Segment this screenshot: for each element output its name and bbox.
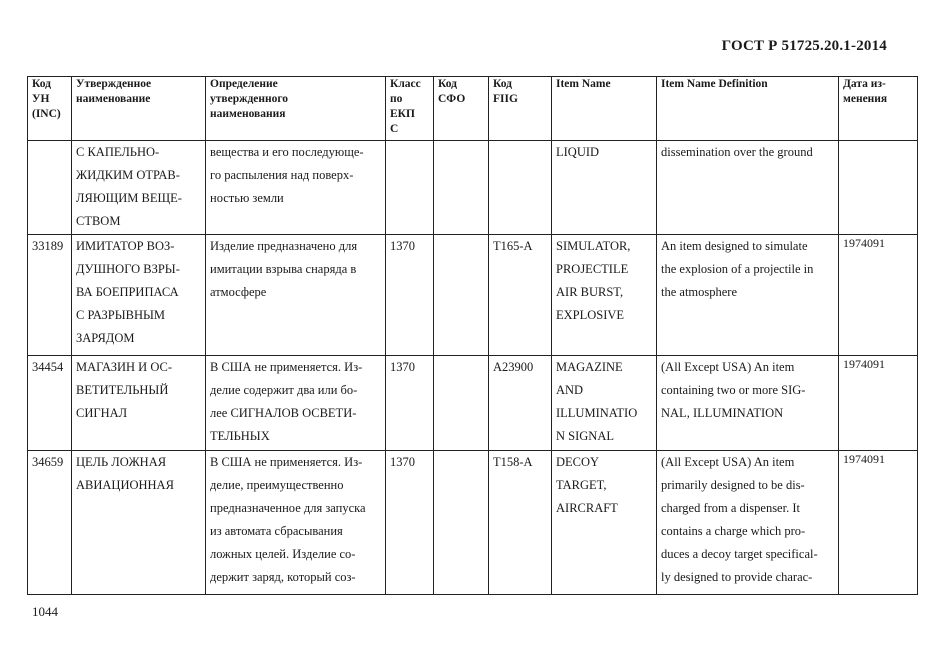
cell-line: the atmosphere [661,285,738,299]
cell-definition [206,235,386,356]
cell-item-definition [657,235,839,356]
col-item-name-definition [657,77,839,141]
table-row [28,356,918,451]
cell-line: ЛЯЮЩИМ ВЕЩЕ- [76,191,182,205]
cell-class [386,235,434,356]
cell-line: ЦЕЛЬ ЛОЖНАЯ [76,455,167,469]
cell-line: го распыления над поверх- [210,168,354,182]
col-approved-name [72,77,206,141]
cell-value: 1370 [390,455,415,469]
cell-date [839,141,918,235]
table-row [28,451,918,595]
cell-value: 1974091 [843,236,885,250]
cell-line: (All Except USA) An item [661,360,795,374]
cell-line: Item Name Definition [661,78,768,90]
cell-line: (INC) [32,108,61,120]
cell-value: 34454 [32,360,64,374]
cell-line: СФО [438,93,466,105]
cell-line: SIMULATOR, [556,239,631,253]
col-code-sfo [434,77,489,141]
cell-line: АВИАЦИОННАЯ [76,478,174,492]
cell-sfo [434,451,489,595]
col-code-fiig [489,77,552,141]
cell-line: NAL, ILLUMINATION [661,406,784,420]
cell-item-name [552,356,657,451]
cell-line: наименования [210,108,286,120]
cell-line: MAGAZINE [556,360,623,374]
cell-line: DECOY [556,455,600,469]
cell-sfo [434,235,489,356]
cell-line: Код [32,78,52,90]
cell-value: 1974091 [843,357,885,371]
cell-value: 33189 [32,239,64,253]
cell-line: containing two or more SIG- [661,383,806,397]
cell-line: МАГАЗИН И ОС- [76,360,172,374]
col-change-date [839,77,918,141]
cell-definition [206,451,386,595]
cell-value: 1974091 [843,452,885,466]
cell-line: dissemination over the ground [661,145,813,159]
cell-line: Код [493,78,513,90]
data-table [27,76,918,595]
cell-line: делие содержит два или бо- [210,383,358,397]
cell-line: FIIG [493,93,518,105]
cell-line: ностью земли [210,191,284,205]
cell-definition [206,141,386,235]
cell-fiig [489,451,552,595]
cell-line: СТВОМ [76,214,121,228]
cell-line: Item Name [556,78,611,90]
cell-line: ILLUMINATIO [556,406,638,420]
cell-class [386,356,434,451]
cell-line: AND [556,383,584,397]
cell-line: утвержденного [210,93,289,105]
col-definition [206,77,386,141]
cell-line: УН [32,93,50,105]
cell-line: An item designed to simulate [661,239,808,253]
cell-line: duces a decoy target specifical- [661,547,818,561]
cell-line: С КАПЕЛЬНО- [76,145,160,159]
cell-line: PROJECTILE [556,262,629,276]
cell-value: 1370 [390,360,415,374]
header-row [28,77,918,141]
cell-line: атмосфере [210,285,267,299]
cell-item-name [552,235,657,356]
cell-sfo [434,356,489,451]
cell-fiig [489,141,552,235]
cell-line: Код [438,78,458,90]
cell-line: предназначенное для запуска [210,501,366,515]
cell-line: наименование [76,93,151,105]
cell-line: ложных целей. Изделие со- [210,547,356,561]
cell-line: the explosion of a projectile in [661,262,814,276]
cell-line: Изделие предназначено для [210,239,358,253]
cell-value: 34659 [32,455,64,469]
page-number: 1044 [32,604,58,619]
cell-line: В США не применяется. Из- [210,360,363,374]
cell-line: С РАЗРЫВНЫМ [76,308,166,322]
cell-line: (All Except USA) An item [661,455,795,469]
cell-line: EXPLOSIVE [556,308,625,322]
cell-line: ДУШНОГО ВЗРЫ- [76,262,180,276]
col-class-ekps [386,77,434,141]
cell-line: ЕКП [390,108,415,120]
cell-fiig [489,356,552,451]
cell-line: Класс [390,78,421,90]
cell-line: ЗАРЯДОМ [76,331,135,345]
cell-line: по [390,93,403,105]
cell-line: ВЕТИТЕЛЬНЫЙ [76,383,169,397]
cell-line: ТЕЛЬНЫХ [210,429,270,443]
cell-line: менения [843,93,888,105]
cell-line: ЖИДКИМ ОТРАВ- [76,168,180,182]
table-body [28,141,918,595]
cell-line: AIRCRAFT [556,501,618,515]
cell-code [28,451,72,595]
table-row [28,235,918,356]
cell-line: ИМИТАТОР ВОЗ- [76,239,175,253]
cell-line: Определение [210,78,278,90]
cell-code [28,235,72,356]
cell-line: ВА БОЕПРИПАСА [76,285,179,299]
cell-line: лее СИГНАЛОВ ОСВЕТИ- [210,406,357,420]
cell-line: держит заряд, который соз- [210,570,356,584]
cell-date [839,356,918,451]
cell-line: Утвержденное [76,78,152,90]
cell-line: charged from a dispenser. It [661,501,800,515]
cell-value [843,141,913,143]
cell-line: из автомата сбрасывания [210,524,343,538]
cell-value: 1370 [390,239,415,253]
cell-item-name [552,451,657,595]
cell-line: ly designed to provide charac- [661,570,813,584]
cell-name [72,451,206,595]
cell-line: вещества и его последующе- [210,145,364,159]
cell-item-definition [657,141,839,235]
cell-line: TARGET, [556,478,607,492]
cell-sfo [434,141,489,235]
cell-name [72,141,206,235]
cell-date [839,235,918,356]
cell-line: С [390,123,399,135]
cell-line: primarily designed to be dis- [661,478,805,492]
cell-value: T158-A [493,455,533,469]
cell-class [386,141,434,235]
cell-item-name [552,141,657,235]
cell-code [28,356,72,451]
table-row [28,141,918,235]
cell-definition [206,356,386,451]
cell-code [28,141,72,235]
cell-name [72,356,206,451]
cell-line: contains a charge which pro- [661,524,806,538]
cell-value: A23900 [493,360,534,374]
cell-item-definition [657,451,839,595]
document-title: ГОСТ Р 51725.20.1-2014 [721,38,887,54]
cell-line: Дата из- [843,78,886,90]
cell-line: имитации взрыва снаряда в [210,262,357,276]
cell-line: делие, преимущественно [210,478,344,492]
cell-item-definition [657,356,839,451]
cell-line: В США не применяется. Из- [210,455,363,469]
col-item-name [552,77,657,141]
cell-line: AIR BURST, [556,285,624,299]
cell-line: N SIGNAL [556,429,614,443]
cell-line: LIQUID [556,145,600,159]
cell-class [386,451,434,595]
cell-line: СИГНАЛ [76,406,128,420]
col-code-un [28,77,72,141]
cell-value: T165-A [493,239,533,253]
cell-date [839,451,918,595]
cell-fiig [489,235,552,356]
cell-name [72,235,206,356]
